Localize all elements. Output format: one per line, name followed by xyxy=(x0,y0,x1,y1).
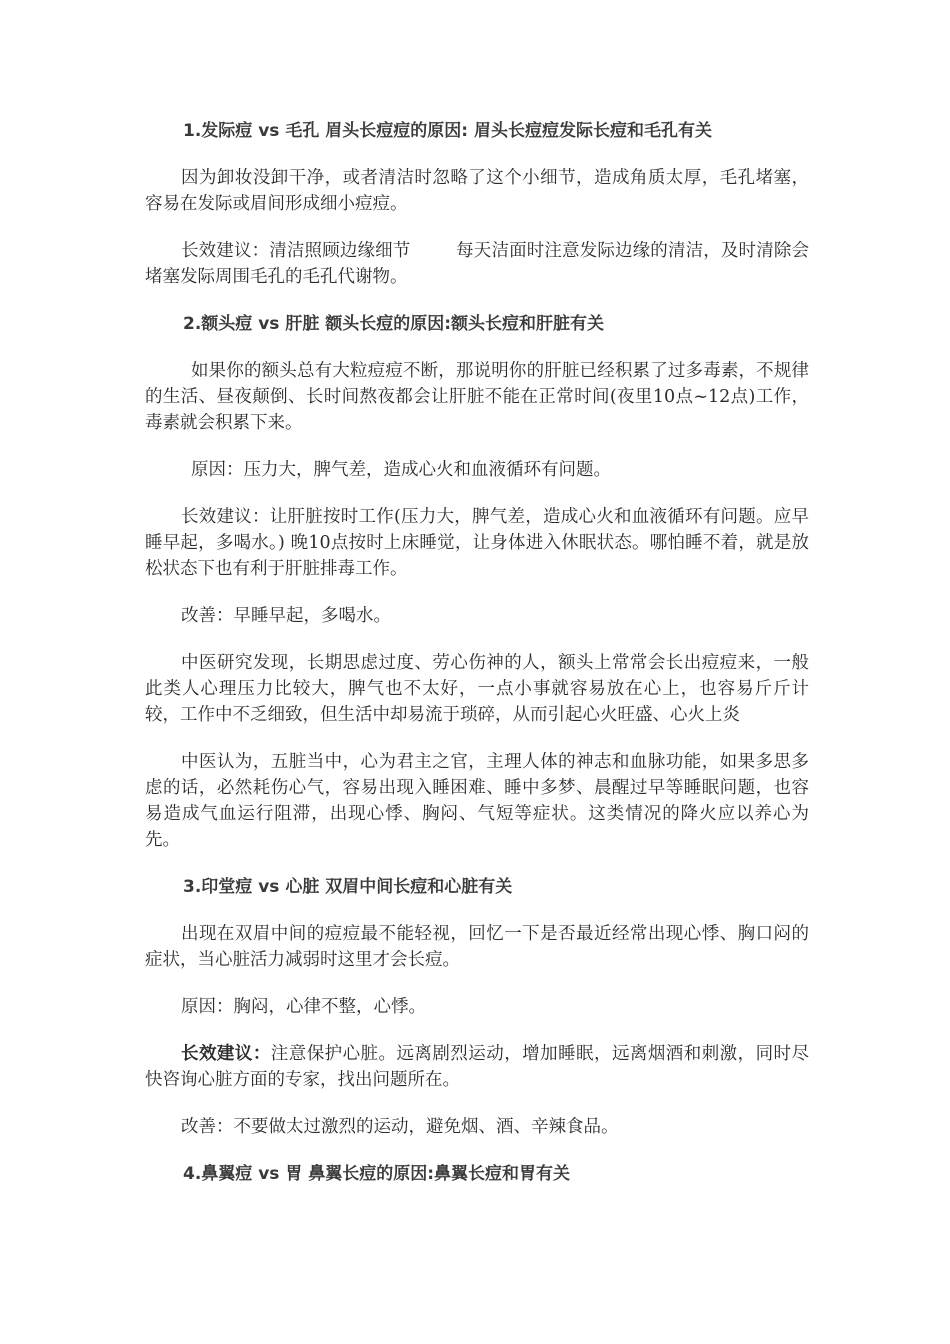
paragraph: 长效建议：清洁照顾边缘细节 每天洁面时注意发际边缘的清洁，及时清除会堵塞发际周围毛孔的毛孔代谢物。 xyxy=(145,241,809,287)
paragraph: 原因：压力大，脾气差，造成心火和血液循环有问题。 xyxy=(191,460,611,480)
paragraph: 因为卸妆没卸干净，或者清洁时忽略了这个小细节，造成角质太厚，毛孔堵塞，容易在发际或眉间形成细小痘痘。 xyxy=(145,168,809,214)
advice-label: 长效建议： xyxy=(181,1044,271,1064)
paragraph: 中医研究发现，长期思虑过度、劳心伤神的人，额头上常常会长出痘痘来，一般此类人心理压力比较大，脾气也不太好，一点小事就容易放在心上，也容易斤斤计较，工作中不乏细致，但生活中却易流于琐碎，从而引起心火旺盛、心火上炎 xyxy=(145,653,809,725)
paragraph: 改善：早睡早起，多喝水。 xyxy=(181,606,391,626)
paragraph: 改善：不要做太过激烈的运动，避免烟、酒、辛辣食品。 xyxy=(181,1117,619,1137)
paragraph: 原因：胸闷，心律不整，心悸。 xyxy=(181,997,426,1017)
section-heading-4: 4.鼻翼痘 vs 胃 鼻翼长痘的原因:鼻翼长痘和胃有关 xyxy=(183,1164,571,1184)
advice-text: 注意保护心脏。远离剧烈运动，增加睡眠，远离烟酒和刺激，同时尽快咨询心脏方面的专家，找出问题所在。 xyxy=(145,1044,809,1090)
section-heading-1: 1.发际痘 vs 毛孔 眉头长痘痘的原因: 眉头长痘痘发际长痘和毛孔有关 xyxy=(183,121,712,141)
paragraph: 长效建议：让肝脏按时工作(压力大，脾气差，造成心火和血液循环有问题。应早睡早起，多喝水。) 晚10点按时上床睡觉，让身体进入休眠状态。哪怕睡不着，就是放松状态下也有利于肝脏排毒工作。 xyxy=(145,507,809,579)
document-page xyxy=(145,118,809,1208)
advice-paragraph xyxy=(145,1041,809,1093)
section-heading-3: 3.印堂痘 vs 心脏 双眉中间长痘和心脏有关 xyxy=(183,877,513,897)
paragraph: 出现在双眉中间的痘痘最不能轻视，回忆一下是否最近经常出现心悸、胸口闷的症状，当心脏活力减弱时这里才会长痘。 xyxy=(145,924,809,970)
paragraph: 如果你的额头总有大粒痘痘不断，那说明你的肝脏已经积累了过多毒素，不规律的生活、昼夜颠倒、长时间熬夜都会让肝脏不能在正常时间(夜里10点~12点)工作，毒素就会积累下来。 xyxy=(145,361,809,433)
section-heading-2: 2.额头痘 vs 肝脏 额头长痘的原因:额头长痘和肝脏有关 xyxy=(183,314,605,334)
paragraph: 中医认为，五脏当中，心为君主之官，主理人体的神志和血脉功能，如果多思多虑的话，必然耗伤心气，容易出现入睡困难、睡中多梦、晨醒过早等睡眠问题，也容易造成气血运行阻滞，出现心悸、胸闷、气短等症状。这类情况的降火应以养心为先。 xyxy=(145,752,809,850)
